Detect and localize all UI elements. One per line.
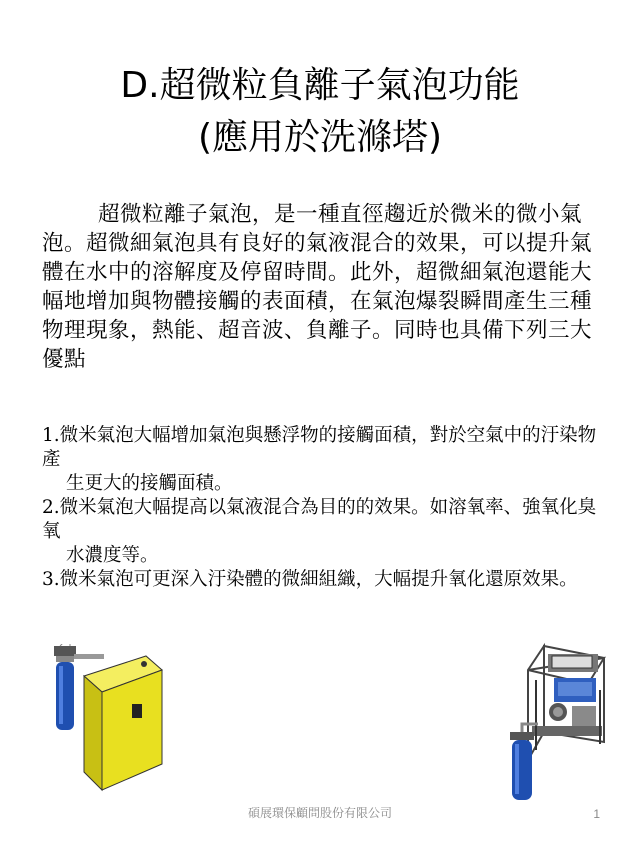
intro-paragraph — [42, 200, 600, 374]
advantage-item-1-cont: 生更大的接觸面積。 — [66, 473, 233, 494]
advantage-item-1: 1.微米氣泡大幅增加氣泡與懸浮物的接觸面積，對於空氣中的汙染物產 — [42, 425, 597, 470]
advantage-item-3: 3.微米氣泡可更深入汙染體的微細組織，大幅提升氧化還原效果。 — [42, 569, 578, 590]
advantages-list — [42, 424, 602, 592]
advantage-item-2-cont: 水濃度等。 — [66, 545, 159, 566]
title-line-1: D.超微粒負離子氣泡功能 — [120, 65, 520, 106]
footer-company: 碩展環保顧問股份有限公司 — [247, 806, 392, 820]
intro-text: 超微粒離子氣泡，是一種直徑趨近於微米的微小氣泡。超微細氣泡具有良好的氣液混合的效果，可以提升氣體在水中的溶解度及停留時間。此外，超微細氣泡還能大幅地增加與物體接觸的表面積，在氣泡爆裂瞬間產生三種物理現象，熱能、超音波、負離子。同時也具備下列三大優點 — [42, 202, 593, 372]
title-line-2: (應用於洗滌塔) — [197, 117, 443, 158]
slide-title — [0, 60, 640, 164]
advantage-item-2: 2.微米氣泡大幅提高以氣液混合為目的的效果。如溶氧率、強氧化臭氧 — [42, 497, 597, 542]
frame-bubble-generator-image — [488, 640, 618, 806]
yellow-bubble-generator-image — [44, 644, 174, 794]
page-number: 1 — [593, 807, 600, 821]
